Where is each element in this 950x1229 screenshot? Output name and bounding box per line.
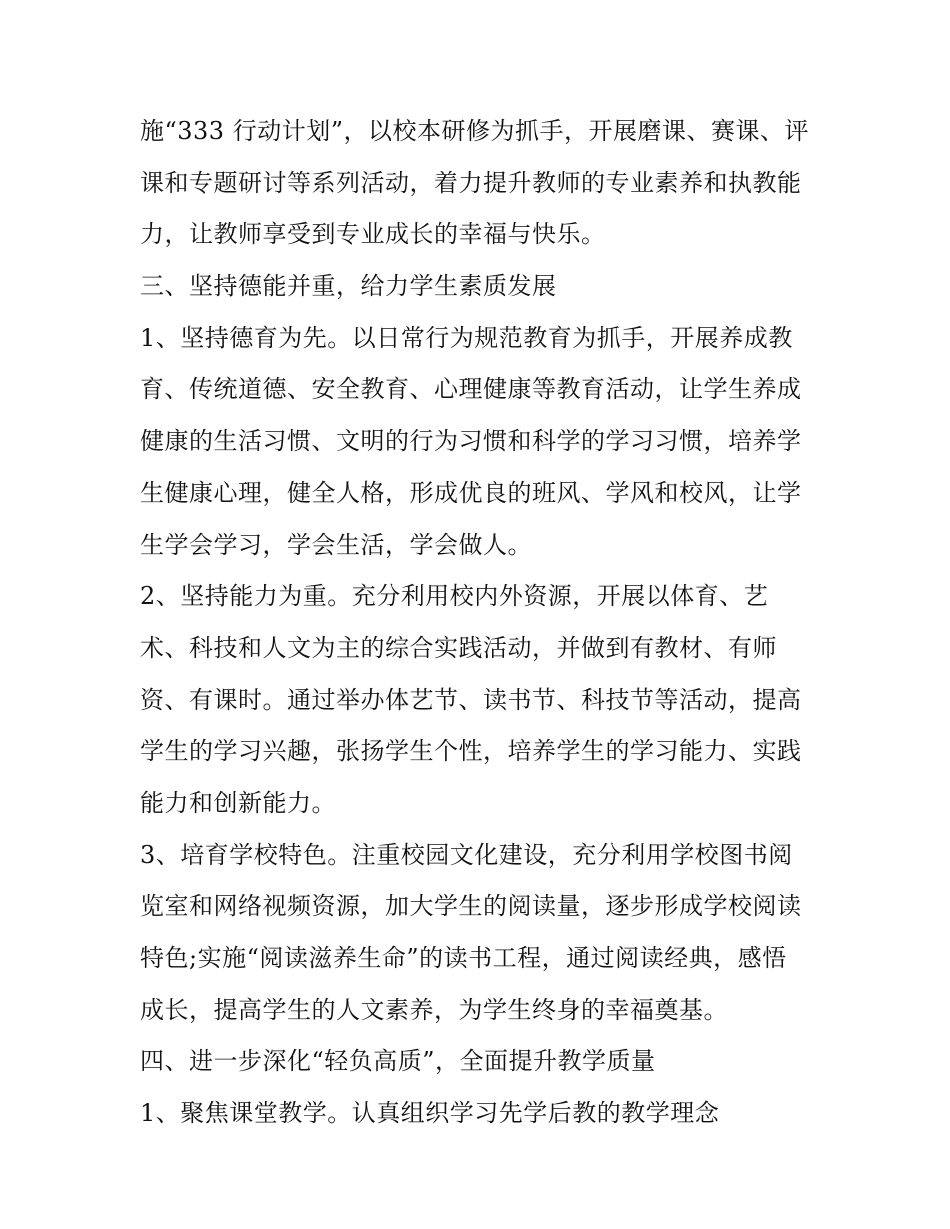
text-line: 1、坚持德育为先。以日常行为规范教育为抓手，开展养成教 — [140, 323, 793, 352]
text-line: 课和专题研讨等系列活动，着力提升教师的专业素养和执教能 — [140, 168, 802, 197]
text-line: 健康的生活习惯、文明的行为习惯和科学的学习习惯，培养学 — [140, 427, 802, 456]
text-line: 学生的学习兴趣，张扬学生个性，培养学生的学习能力、实践 — [140, 737, 802, 766]
text-line: 成长，提高学生的人文素养，为学生终身的幸福奠基。 — [140, 995, 728, 1024]
text-line: 1、聚焦课堂教学。认真组织学习先学后教的教学理念 — [140, 1099, 720, 1128]
text-line: 2、坚持能力为重。充分利用校内外资源，开展以体育、艺 — [140, 582, 769, 611]
text-line: 施“333 行动计划”，以校本研修为抓手，开展磨课、赛课、评 — [140, 117, 809, 145]
section-heading: 三、坚持德能并重，给力学生素质发展 — [140, 272, 557, 301]
text-line: 3、培育学校特色。注重校园文化建设，充分利用学校图书阅 — [140, 840, 793, 869]
text-line: 特色;实施“阅读滋养生命”的读书工程，通过阅读经典，感悟 — [140, 944, 787, 972]
text-line: 力，让教师享受到专业成长的幸福与快乐。 — [140, 220, 606, 249]
document-body — [140, 106, 815, 1140]
text-line: 能力和创新能力。 — [140, 788, 336, 817]
text-line: 生健康心理，健全人格，形成优良的班风、学风和校风，让学 — [140, 478, 802, 507]
text-line: 生学会学习，学会生活，学会做人。 — [140, 530, 532, 559]
section-heading: 四、进一步深化“轻负高质”，全面提升教学质量 — [140, 1047, 656, 1076]
text-line: 览室和网络视频资源，加大学生的阅读量，逐步形成学校阅读 — [140, 892, 802, 921]
text-line: 育、传统道德、安全教育、心理健康等教育活动，让学生养成 — [140, 375, 802, 404]
text-line: 资、有课时。通过举办体艺节、读书节、科技节等活动，提高 — [140, 685, 802, 714]
text-line: 术、科技和人文为主的综合实践活动，并做到有教材、有师 — [140, 633, 777, 662]
